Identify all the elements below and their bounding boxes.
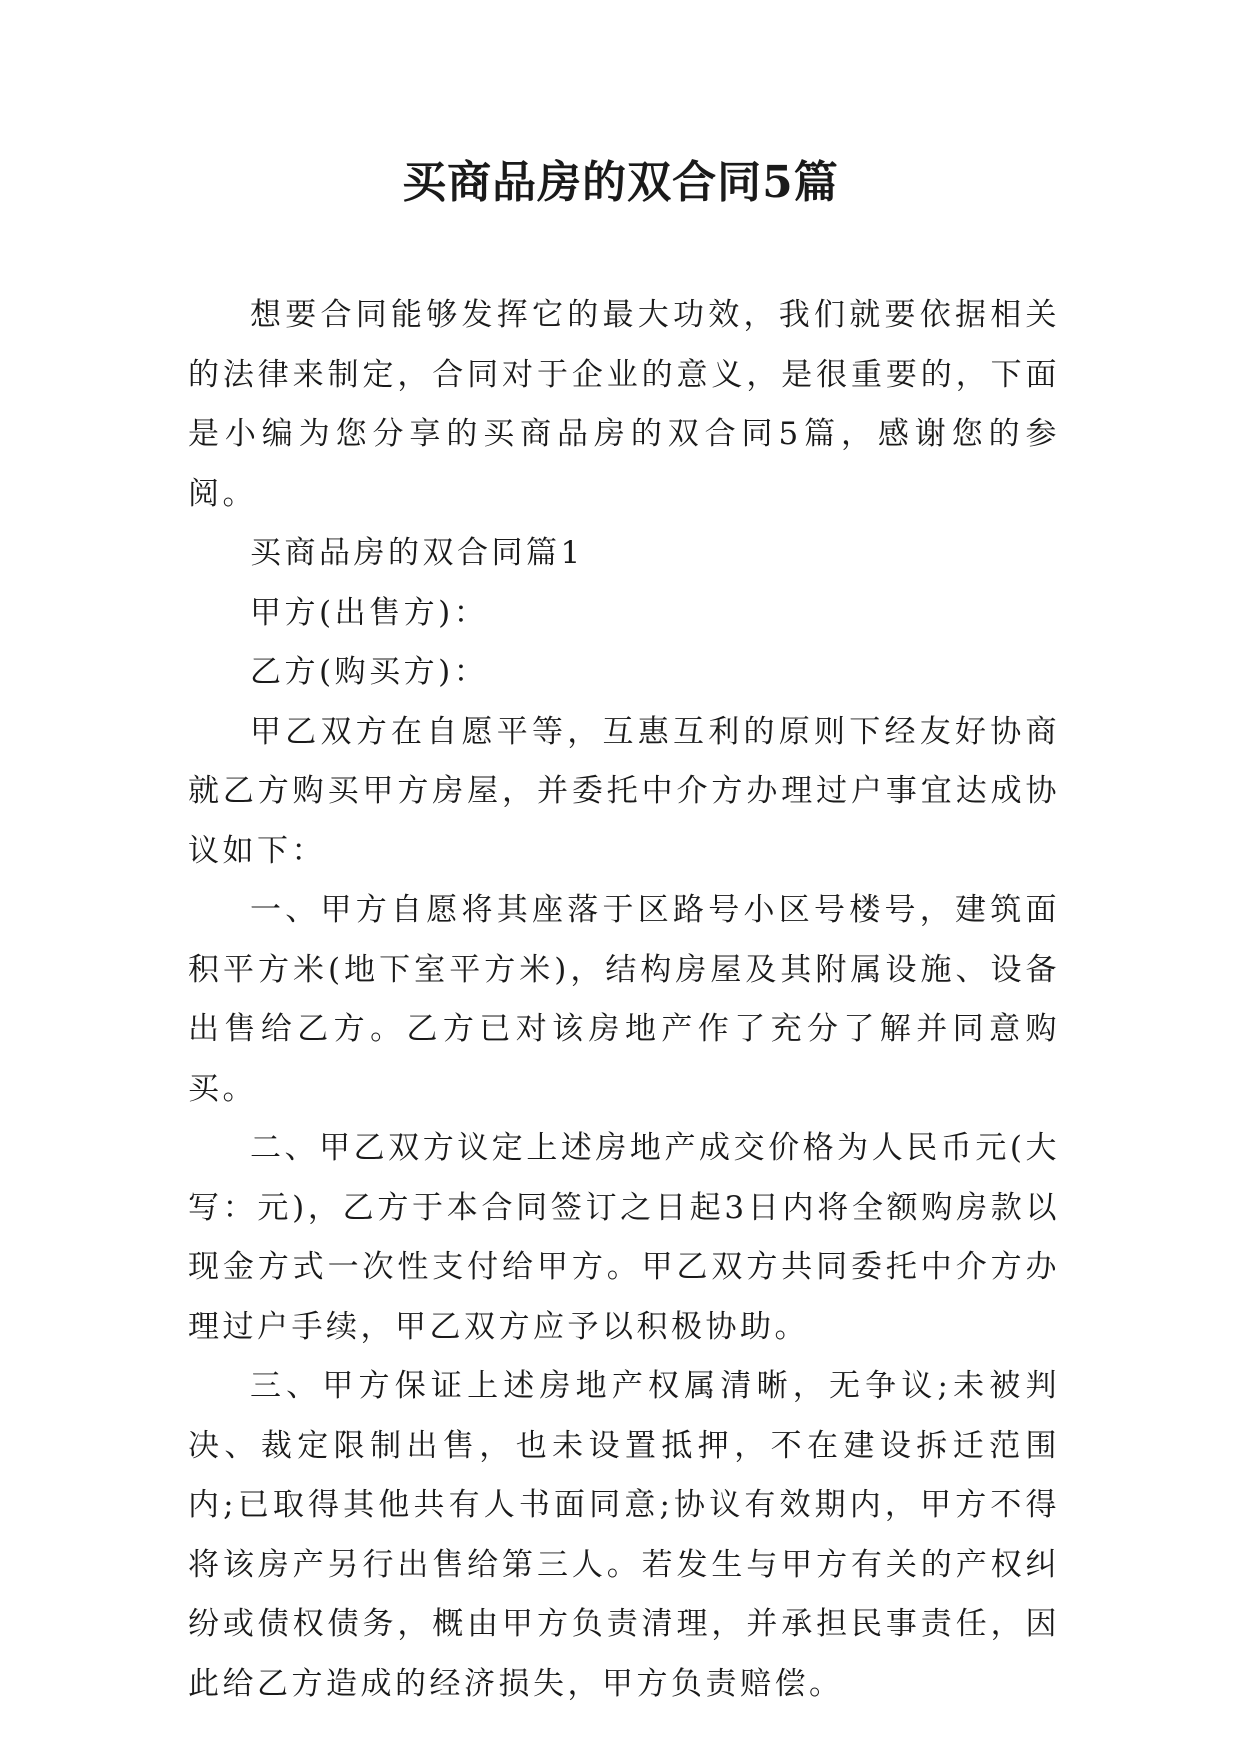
clause-2: 二、甲乙双方议定上述房地产成交价格为人民币元(大写：元)，乙方于本合同签订之日起3日内将全额购房款以现金方式一次性支付给甲方。甲乙双方共同委托中介方办理过户手续，甲乙双方应予以积极协助。 — [188, 1130, 1060, 1345]
clause-3: 三、甲方保证上述房地产权属清晰，无争议;未被判决、裁定限制出售，也未设置抵押，不在建设拆迁范围内;已取得其他共有人书面同意;协议有效期内，甲方不得将该房产另行出售给第三人。若发生与甲方有关的产权纠纷或债权债务，概由甲方负责清理，并承担民事责任，因此给乙方造成的经济损失，甲方负责赔偿。 — [188, 1368, 1060, 1702]
intro-paragraph: 想要合同能够发挥它的最大功效，我们就要依据相关的法律来制定，合同对于企业的意义，是很重要的，下面是小编为您分享的买商品房的双合同5篇，感谢您的参阅。 — [188, 297, 1060, 512]
document-title: 买商品房的双合同5篇 — [402, 157, 839, 208]
agreement-preamble: 甲乙双方在自愿平等，互惠互利的原则下经友好协商就乙方购买甲方房屋，并委托中介方办理过户事宜达成协议如下： — [188, 713, 1060, 869]
party-a-line: 甲方(出售方)： — [250, 594, 489, 631]
clause-1: 一、甲方自愿将其座落于区路号小区号楼号，建筑面积平方米(地下室平方米)，结构房屋及其附属设施、设备出售给乙方。乙方已对该房地产作了充分了解并同意购买。 — [188, 892, 1060, 1107]
document-body — [188, 286, 1060, 1714]
party-b-line: 乙方(购买方)： — [250, 654, 489, 690]
section-heading: 买商品房的双合同篇1 — [250, 535, 584, 571]
